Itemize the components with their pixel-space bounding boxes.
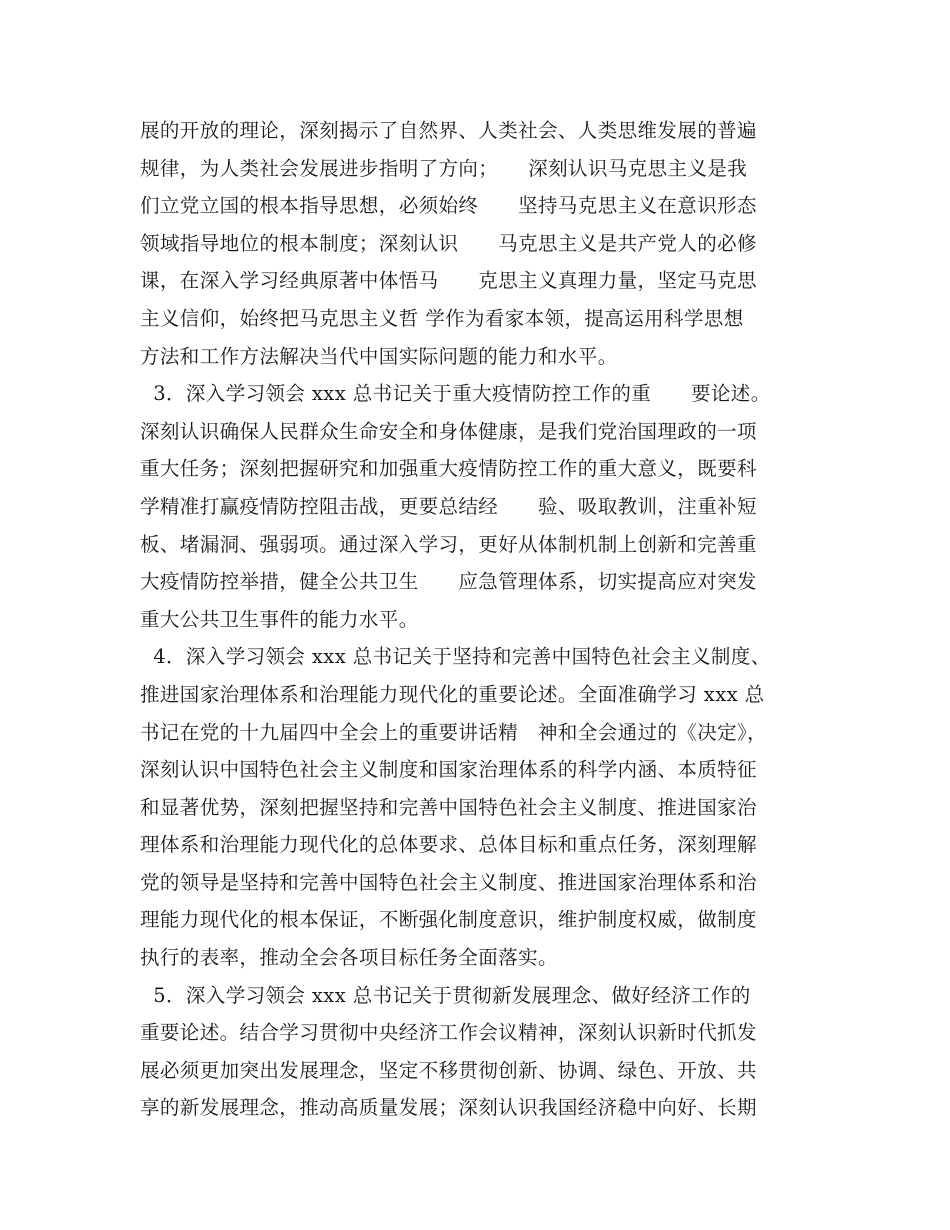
text-line: 深刻认识中国特色社会主义制度和国家治理体系的科学内涵、本质特征 xyxy=(140,758,757,782)
text-line: 学精准打赢疫情防控阻击战，更要总结经 验、吸取教训，注重补短 xyxy=(140,494,757,518)
text-line: 领域指导地位的根本制度；深刻认识 马克思主义是共产党人的必修 xyxy=(140,231,757,255)
text-line: 书记在党的十九届四中全会上的重要讲话精 神和全会通过的《决定》， xyxy=(140,720,768,744)
text-line: 主义信仰，始终把马克思主义哲 学作为看家本领，提高运用科学思想 xyxy=(140,306,744,330)
text-line: 展的开放的理论，深刻揭示了自然界、人类社会、人类思维发展的普遍 xyxy=(140,119,757,142)
text-line: 执行的表率，推动全会各项目标任务全面落实。 xyxy=(140,946,558,970)
text-line: 享的新发展理念，推动高质量发展；深刻认识我国经济稳中向好、长期 xyxy=(140,1096,757,1120)
text-line: 展必须更加突出发展理念，坚定不移贯彻创新、协调、绿色、开放、共 xyxy=(140,1058,757,1082)
text-line: 课，在深入学习经典原著中体悟马 克思主义真理力量，坚定马克思 xyxy=(140,269,757,293)
text-line: 理体系和治理能力现代化的总体要求、总体目标和重点任务，深刻理解 xyxy=(140,833,757,857)
text-line: 5．深入学习领会 xxx 总书记关于贯彻新发展理念、做好经济工作的 xyxy=(140,983,751,1007)
text-line: 重大公共卫生事件的能力水平。 xyxy=(140,607,419,631)
text-line: 深刻认识确保人民群众生命安全和身体健康，是我们党治国理政的一项 xyxy=(140,419,757,443)
text-line: 党的领导是坚持和完善中国特色社会主义制度、推进国家治理体系和治 xyxy=(140,870,757,894)
text-line: 重大任务；深刻把握研究和加强重大疫情防控工作的重大意义，既要科 xyxy=(140,457,757,481)
text-line: 们立党立国的根本指导思想，必须始终 坚持马克思主义在意识形态 xyxy=(140,194,757,218)
text-line: 重要论述。结合学习贯彻中央经济工作会议精神，深刻认识新时代抓发 xyxy=(140,1021,757,1045)
text-line: 理能力现代化的根本保证，不断强化制度意识，维护制度权威，做制度 xyxy=(140,908,757,932)
text-line: 板、堵漏洞、强弱项。通过深入学习，更好从体制机制上创新和完善重 xyxy=(140,532,757,556)
text-line: 大疫情防控举措，健全公共卫生 应急管理体系，切实提高应对突发 xyxy=(140,570,757,594)
text-line: 规律，为人类社会发展进步指明了方向； 深刻认识马克思主义是我 xyxy=(140,156,748,180)
text-line: 推进国家治理体系和治理能力现代化的重要论述。全面准确学习 xxx 总 xyxy=(140,682,765,706)
document-body xyxy=(140,112,820,1127)
text-line: 方法和工作方法解决当代中国实际问题的能力和水平。 xyxy=(140,344,618,368)
text-line: 4．深入学习领会 xxx 总书记关于坚持和完善中国特色社会主义制度、 xyxy=(140,645,771,669)
text-line: 3．深入学习领会 xxx 总书记关于重大疫情防控工作的重 要论述。 xyxy=(140,382,771,406)
text-line: 和显著优势，深刻把握坚持和完善中国特色社会主义制度、推进国家治 xyxy=(140,795,757,819)
